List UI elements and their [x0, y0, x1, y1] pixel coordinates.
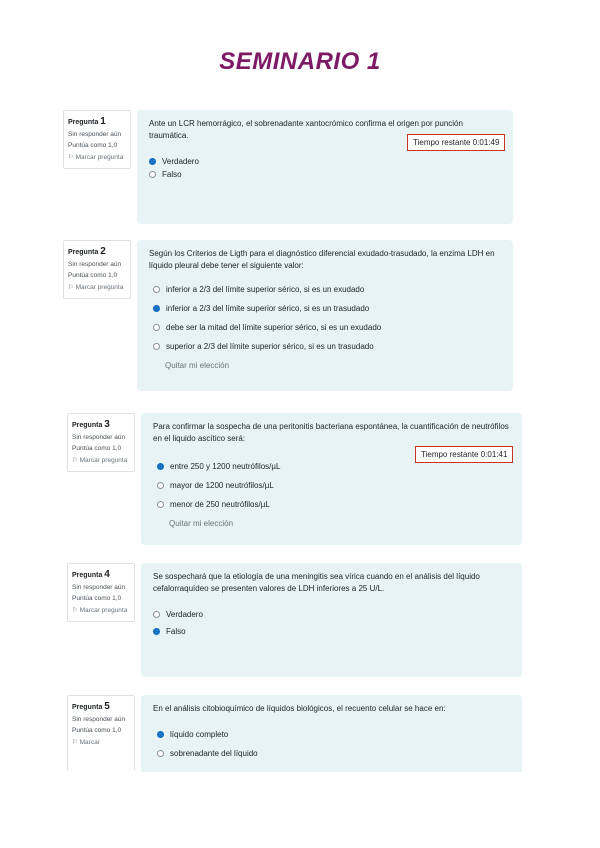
question-score: Puntúa como 1,0 — [72, 727, 122, 735]
radio-unselected[interactable] — [153, 324, 160, 331]
answer-option[interactable]: inferior a 2/3 del límite superior sérico, si es un exudado — [149, 280, 501, 299]
answer-option[interactable]: Falso — [149, 165, 501, 184]
question-card — [141, 563, 522, 677]
radio-unselected[interactable] — [157, 482, 164, 489]
question-text: Se sospechará que la etiología de una meningitis sea vírica cuando en el análisis del líquido cefalorraquídeo se presenten valores de LDH inferiores a 25 U/L. — [153, 572, 480, 593]
question-card — [137, 110, 513, 224]
answer-option[interactable]: líquido completo — [153, 725, 510, 744]
answer-option[interactable]: debe ser la mitad del límite superior sérico, si es un exudado — [149, 318, 501, 337]
question-text: Para confirmar la sospecha de una peritonitis bacteriana espontánea, la cuantificación de neutrófilos en el liquido ascítico será: — [153, 422, 509, 443]
question-label: Pregunta — [72, 704, 103, 711]
radio-selected[interactable] — [153, 628, 160, 635]
flag-icon: ⚐ — [68, 153, 74, 161]
answer-option[interactable]: Verdadero — [149, 152, 501, 171]
question-info — [67, 695, 135, 771]
page-title: SEMINARIO 1 — [219, 48, 381, 75]
radio-selected[interactable] — [149, 158, 156, 165]
question-text: Ante un LCR hemorrágico, el sobrenadante xantocrómico confirma el origen por punción traumática. — [149, 119, 463, 140]
question-number: 2 — [100, 246, 106, 257]
question-card — [141, 413, 522, 545]
question-label: Pregunta — [68, 249, 99, 256]
answer-option[interactable]: Verdadero — [153, 605, 510, 624]
answer-option[interactable]: superior a 2/3 del límite superior sérico, si es un trasudado — [149, 337, 501, 356]
question-info — [67, 563, 135, 622]
timer: Tiempo restante 0:01:49 — [407, 134, 505, 151]
flag-question-link[interactable]: ⚐ Marcar pregunta — [68, 153, 124, 161]
radio-unselected[interactable] — [157, 750, 164, 757]
question-text: Según los Criterios de Ligth para el diagnóstico diferencial exudado-trasudado, la enzima LDH en líquido pleural debe tener el siguiente valor: — [149, 249, 495, 270]
flag-question-link[interactable]: ⚐ Marcar — [72, 738, 100, 746]
answer-option[interactable]: Falso — [153, 622, 510, 641]
question-info — [63, 240, 131, 299]
question-number: 4 — [104, 569, 110, 580]
flag-icon: ⚐ — [68, 283, 74, 291]
question-status: Sin responder aún — [72, 716, 126, 723]
question-status: Sin responder aún — [68, 261, 122, 268]
radio-unselected[interactable] — [153, 611, 160, 618]
question-info — [67, 413, 135, 472]
question-score: Puntúa como 1,0 — [72, 445, 122, 453]
question-label: Pregunta — [72, 572, 103, 579]
answer-option[interactable]: inferior a 2/3 del límite superior sérico, si es un trasudado — [149, 299, 501, 318]
question-card — [141, 695, 522, 772]
answer-option[interactable]: entre 250 y 1200 neutrófilos/µL — [153, 457, 510, 476]
question-status: Sin responder aún — [68, 131, 122, 138]
question-status: Sin responder aún — [72, 584, 126, 591]
radio-unselected[interactable] — [157, 501, 164, 508]
radio-unselected[interactable] — [153, 343, 160, 350]
question-card — [137, 240, 513, 391]
question-score: Puntúa como 1,0 — [72, 595, 122, 603]
question-score: Puntúa como 1,0 — [68, 142, 118, 150]
clear-choice-link[interactable]: Quitar mi elección — [169, 519, 234, 528]
flag-icon: ⚐ — [72, 606, 78, 614]
question-number: 1 — [100, 116, 106, 127]
radio-selected[interactable] — [153, 305, 160, 312]
flag-icon: ⚐ — [72, 456, 78, 464]
flag-question-link[interactable]: ⚐ Marcar pregunta — [68, 283, 124, 291]
answer-option[interactable]: mayor de 1200 neutrófilos/µL — [153, 476, 510, 495]
flag-question-link[interactable]: ⚐ Marcar pregunta — [72, 606, 128, 614]
question-score: Puntúa como 1,0 — [68, 272, 118, 280]
question-text: En el análisis citobioquímico de líquidos biológicos, el recuento celular se hace en: — [153, 704, 446, 713]
answer-option[interactable]: menor de 250 neutrófilos/µL — [153, 495, 510, 514]
flag-icon: ⚐ — [72, 738, 78, 746]
radio-unselected[interactable] — [149, 171, 156, 178]
flag-question-link[interactable]: ⚐ Marcar pregunta — [72, 456, 128, 464]
question-label: Pregunta — [68, 119, 99, 126]
radio-selected[interactable] — [157, 463, 164, 470]
question-status: Sin responder aún — [72, 434, 126, 441]
question-number: 3 — [104, 419, 110, 430]
radio-unselected[interactable] — [153, 286, 160, 293]
question-label: Pregunta — [72, 422, 103, 429]
answer-option[interactable]: sobrenadante del líquido — [153, 744, 510, 763]
timer: Tiempo restante 0:01:41 — [415, 446, 513, 463]
radio-selected[interactable] — [157, 731, 164, 738]
question-info — [63, 110, 131, 169]
question-number: 5 — [104, 701, 110, 712]
clear-choice-link[interactable]: Quitar mi elección — [165, 361, 230, 370]
